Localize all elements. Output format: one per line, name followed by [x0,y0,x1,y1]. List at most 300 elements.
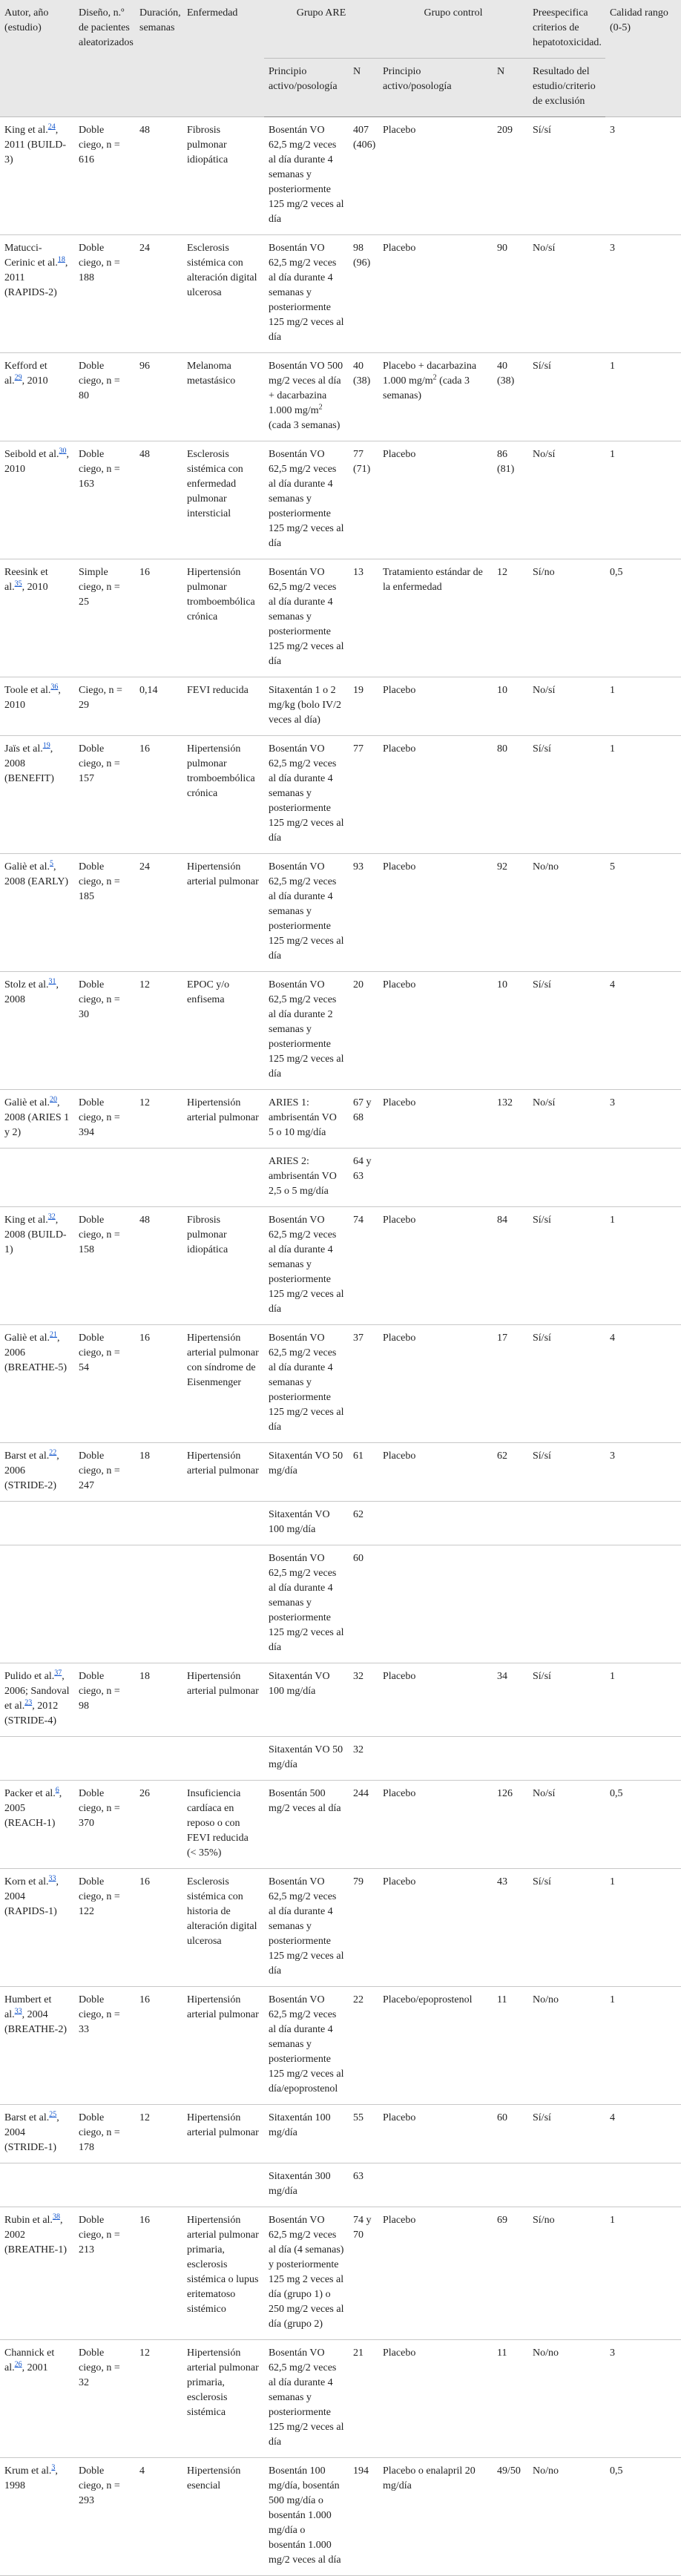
author-name: Barst et al. [4,1450,50,1462]
control-n-cell: 126 [493,1781,528,1869]
empty-cell [378,1149,493,1207]
quality-cell: 1 [605,1207,681,1325]
prespec-cell: No/sí [528,1090,605,1149]
empty-cell [528,2163,605,2207]
empty-cell [135,2163,182,2207]
are-principle-cell: Sitaxentán VO 100 mg/día [264,1502,349,1545]
duration-cell: 12 [135,1090,182,1149]
control-n-cell: 80 [493,736,528,854]
duration-cell: 96 [135,353,182,441]
design-cell: Doble ciego, n = 30 [74,972,135,1090]
author-name: Reesink et al. [4,567,48,593]
reference-link[interactable]: 33 [14,2007,22,2016]
superscript: 2 [432,373,437,382]
empty-cell [182,2163,264,2207]
quality-cell: 1 [605,1987,681,2105]
control-text: Placebo [383,1788,416,1799]
reference-link[interactable]: 30 [59,447,67,456]
reference-link[interactable]: 38 [52,2212,60,2221]
empty-cell [74,2163,135,2207]
control-text: Placebo [383,449,416,460]
prespec-cell: Sí/sí [528,1443,605,1502]
are-text: Sitaxentán 1 o 2 mg/kg (bolo IV/2 veces al día) [269,685,341,726]
are-principle-cell [264,1090,349,1149]
empty-cell [135,1149,182,1207]
author-cell [0,1781,74,1869]
are-text: Bosentán VO 62,5 mg/2 veces al día durante 4 semanas y posteriormente 125 mg/2 veces al día [269,567,344,667]
duration-cell: 24 [135,854,182,972]
prespec-cell: No/no [528,1987,605,2105]
reference-link[interactable]: 22 [49,1448,57,1457]
are-principle-cell [264,1325,349,1443]
design-cell: Doble ciego, n = 98 [74,1663,135,1737]
duration-cell: 12 [135,2105,182,2163]
prespec-cell: Sí/sí [528,2105,605,2163]
are-text-tail: (cada 3 semanas) [269,420,340,431]
are-principle-cell: ARIES 2: ambrisentán VO 2,5 o 5 mg/día [264,1149,349,1207]
author-cell [0,117,74,235]
duration-cell: 48 [135,117,182,235]
empty-cell [493,2163,528,2207]
table-row [0,2105,681,2163]
table-row [0,235,681,353]
reference-link[interactable]: 21 [50,1330,58,1339]
control-principle-cell [378,2458,493,2576]
author-name: Stolz et al. [4,979,49,990]
reference-link[interactable]: 29 [14,373,22,382]
are-principle-cell [264,1207,349,1325]
author-cell [0,1090,74,1149]
design-cell: Doble ciego, n = 158 [74,1207,135,1325]
author-year: , 2004 (RAPIDS-1) [4,1876,59,1917]
are-n-cell: 32 [349,1737,378,1781]
control-text: Placebo + dacarbazina 1.000 mg/m [383,361,477,387]
are-principle-cell [264,235,349,353]
are-principle-cell [264,972,349,1090]
prespec-cell: Sí/no [528,2207,605,2340]
are-text: ARIES 1: ambrisentán VO 5 o 10 mg/día [269,1097,337,1138]
reference-link[interactable]: 26 [14,2360,22,2369]
are-n-cell: 77 (71) [349,441,378,559]
reference-link[interactable]: 18 [57,255,65,264]
duration-cell: 18 [135,1443,182,1502]
control-principle-cell [378,353,493,441]
table-row [0,559,681,677]
design-cell: Doble ciego, n = 33 [74,1987,135,2105]
empty-cell [378,1502,493,1545]
are-n-cell: 37 [349,1325,378,1443]
header-disease: Enfermedad [182,0,264,117]
control-n-cell: 40 (38) [493,353,528,441]
quality-cell: 4 [605,972,681,1090]
design-cell: Doble ciego, n = 32 [74,2340,135,2458]
design-cell: Ciego, n = 29 [74,677,135,736]
reference-link[interactable]: 20 [50,1095,58,1104]
author-year: , 2004 (BREATHE-2) [4,2009,67,2035]
author-cell [0,1869,74,1987]
disease-cell: Hipertensión arterial pulmonar [182,1443,264,1502]
author-year: , 2006; Sandoval et al. [4,1671,70,1712]
prespec-cell: No/no [528,2458,605,2576]
are-principle-cell [264,1987,349,2105]
are-n-cell: 93 [349,854,378,972]
are-text: Sitaxentán VO 50 mg/día [269,1450,343,1476]
control-principle-cell [378,2207,493,2340]
author-year: , 2011 (RAPIDS-2) [4,257,68,298]
are-n-cell: 55 [349,2105,378,2163]
are-principle-cell [264,736,349,854]
author-cell [0,1443,74,1502]
disease-cell: Hipertensión arterial pulmonar [182,854,264,972]
table-body [0,117,681,2576]
reference-link[interactable]: 5 [50,859,54,868]
disease-cell: Hipertensión pulmonar tromboembólica crónica [182,736,264,854]
duration-cell: 24 [135,235,182,353]
are-n-cell: 244 [349,1781,378,1869]
are-principle-cell [264,1869,349,1987]
table-row [0,441,681,559]
are-text: Bosentán VO 62,5 mg/2 veces al día durante 4 semanas y posteriormente 125 mg/2 veces al día [269,861,344,962]
author-year: , 2010 [4,685,61,711]
are-n-cell: 21 [349,2340,378,2458]
empty-cell [135,1502,182,1545]
reference-link[interactable]: 23 [24,1698,33,1707]
author-year: , 2011 (BUILD-3) [4,125,67,165]
design-cell: Doble ciego, n = 178 [74,2105,135,2163]
header-design: Diseño, n.º de pacientes aleatorizados [74,0,135,117]
are-text: Bosentán VO 62,5 mg/2 veces al día durante 4 semanas y posteriormente 125 mg/2 veces al día [269,1215,344,1315]
disease-cell: Esclerosis sistémica con historia de alteración digital ulcerosa [182,1869,264,1987]
control-principle-cell [378,1781,493,1869]
control-n-cell: 10 [493,972,528,1090]
author-year: , 2005 (REACH-1) [4,1788,62,1829]
reference-link[interactable]: 3 [51,2463,56,2472]
reference-link[interactable]: 32 [47,1212,56,1221]
control-principle-cell [378,1987,493,2105]
prespec-cell: Sí/sí [528,1207,605,1325]
author-cell [0,353,74,441]
prespec-cell: Sí/sí [528,117,605,235]
empty-cell [528,1502,605,1545]
control-principle-cell [378,972,493,1090]
table-row [0,1663,681,1737]
author-name: Packer et al. [4,1788,56,1799]
control-text: Placebo [383,2347,416,2359]
prespec-cell: Sí/sí [528,972,605,1090]
duration-cell: 16 [135,2207,182,2340]
author-cell [0,2458,74,2576]
prespec-cell: Sí/no [528,559,605,677]
table-row [0,854,681,972]
control-text: Tratamiento estándar de la enfermedad [383,567,483,593]
table-row-continuation [0,1149,681,1207]
author-name: Galiè et al. [4,1333,50,1344]
control-text: Placebo [383,1215,416,1226]
author-cell [0,1663,74,1737]
control-n-cell: 17 [493,1325,528,1443]
are-principle-cell: Bosentán VO 62,5 mg/2 veces al día durante 4 semanas y posteriormente 125 mg/2 veces al día [264,1545,349,1663]
header-result-exclusion: Resultado del estudio/criterio de exclusión [528,59,605,117]
superscript: 2 [318,403,323,412]
author-cell [0,1325,74,1443]
are-n-cell: 63 [349,2163,378,2207]
are-n-cell: 19 [349,677,378,736]
author-cell [0,559,74,677]
control-text: Placebo [383,243,416,254]
are-n-cell: 74 y 70 [349,2207,378,2340]
control-principle-cell [378,1869,493,1987]
reference-link[interactable]: 36 [50,683,59,691]
reference-link[interactable]: 31 [48,977,56,986]
author-year: , 2008 [4,979,59,1005]
control-n-cell: 12 [493,559,528,677]
control-n-cell: 209 [493,117,528,235]
reference-link[interactable]: 37 [54,1669,62,1678]
control-principle-cell [378,1325,493,1443]
prespec-cell: No/sí [528,441,605,559]
empty-cell [74,1149,135,1207]
are-n-cell: 40 (38) [349,353,378,441]
are-n-cell: 61 [349,1443,378,1502]
disease-cell: Hipertensión arterial pulmonar primaria, esclerosis sistémica [182,2340,264,2458]
are-principle-cell [264,2207,349,2340]
empty-cell [528,1545,605,1663]
author-year: , 1998 [4,2465,58,2491]
reference-link[interactable]: 6 [55,1786,59,1795]
control-text: Placebo o enalapril 20 mg/día [383,2465,476,2491]
table-row [0,353,681,441]
disease-cell: FEVI reducida [182,677,264,736]
design-cell: Doble ciego, n = 616 [74,117,135,235]
table-row [0,736,681,854]
quality-cell: 3 [605,2340,681,2458]
author-name: Seibold et al. [4,449,59,460]
table-row [0,2340,681,2458]
duration-cell: 16 [135,1987,182,2105]
duration-cell: 48 [135,1207,182,1325]
header-duration: Duración, semanas [135,0,182,117]
are-text: Bosentán 100 mg/día, bosentán 500 mg/día o bosentán 1.000 mg/día o bosentán 1.000 mg/2 veces al día [269,2465,341,2566]
are-n-cell: 20 [349,972,378,1090]
duration-cell: 18 [135,1663,182,1737]
prespec-cell: Sí/sí [528,1663,605,1737]
control-principle-cell [378,117,493,235]
header-quality: Calidad rango (0-5) [605,0,681,117]
prespec-cell: Sí/sí [528,736,605,854]
are-principle-cell [264,2105,349,2163]
control-text: Placebo [383,125,416,136]
reference-link[interactable]: 25 [49,2110,57,2119]
are-n-cell: 74 [349,1207,378,1325]
empty-cell [493,1502,528,1545]
are-text: Bosentán VO 62,5 mg/2 veces al día durante 4 semanas y posteriormente 125 mg/2 veces al día [269,243,344,343]
prespec-cell: No/no [528,2340,605,2458]
control-n-cell: 60 [493,2105,528,2163]
empty-cell [0,1737,74,1781]
header-author: Autor, año (estudio) [0,0,74,117]
duration-cell: 16 [135,1325,182,1443]
header-are-principle: Principio activo/posología [264,59,349,117]
author-cell [0,1987,74,2105]
reference-link[interactable]: 33 [48,1874,56,1883]
empty-cell [182,1502,264,1545]
control-n-cell: 90 [493,235,528,353]
author-name: Matucci-Cerinic et al. [4,243,58,269]
control-principle-cell [378,854,493,972]
author-year: , 2012 (STRIDE-4) [4,1701,59,1726]
control-principle-cell [378,1663,493,1737]
are-text: Bosentán VO 62,5 mg/2 veces al día durante 2 semanas y posteriormente 125 mg/2 veces al día [269,979,344,1080]
table-row [0,117,681,235]
empty-cell [0,2163,74,2207]
header-are-group: Grupo ARE [264,0,378,59]
quality-cell: 5 [605,854,681,972]
disease-cell: Hipertensión arterial pulmonar [182,1663,264,1737]
disease-cell: Hipertensión arterial pulmonar [182,1090,264,1149]
are-n-cell: 13 [349,559,378,677]
control-principle-cell [378,1090,493,1149]
author-name: Galiè et al. [4,1097,50,1108]
author-year: , 2008 (EARLY) [4,861,69,887]
quality-cell: 1 [605,1869,681,1987]
control-n-cell: 132 [493,1090,528,1149]
empty-cell [0,1502,74,1545]
are-text: Bosentán VO 62,5 mg/2 veces al día (4 semanas) y posteriormente 125 mg 2 veces al día (grupo 1) o 250 mg/2 veces al día (grupo 2) [269,2215,344,2330]
control-text: Placebo [383,1876,416,1887]
author-name: Toole et al. [4,685,51,696]
author-name: King et al. [4,125,48,136]
control-text: Placebo [383,1333,416,1344]
empty-cell [605,1545,681,1663]
table-row [0,1090,681,1149]
disease-cell: Hipertensión arterial pulmonar primaria, esclerosis sistémica o lupus eritematoso sistémico [182,2207,264,2340]
empty-cell [0,1545,74,1663]
empty-cell [0,1149,74,1207]
are-text: Bosentán VO 62,5 mg/2 veces al día durante 4 semanas y posteriormente 125 mg/2 veces al día [269,2347,344,2448]
are-n-cell: 77 [349,736,378,854]
are-n-cell: 64 y 63 [349,1149,378,1207]
author-cell [0,1207,74,1325]
disease-cell: EPOC y/o enfisema [182,972,264,1090]
empty-cell [182,1149,264,1207]
table-row [0,2207,681,2340]
author-cell [0,677,74,736]
are-principle-cell [264,559,349,677]
control-n-cell: 84 [493,1207,528,1325]
author-year: , 2008 (ARIES 1 y 2) [4,1097,70,1138]
design-cell: Doble ciego, n = 54 [74,1325,135,1443]
table-row [0,1325,681,1443]
author-name: Channick et al. [4,2347,55,2373]
reference-link[interactable]: 35 [14,579,22,588]
author-name: King et al. [4,1215,48,1226]
are-text: Bosentán VO 62,5 mg/2 veces al día durante 4 semanas y posteriormente 125 mg/2 veces al día/epoprostenol [269,1994,344,2094]
author-name: Krum et al. [4,2465,52,2477]
author-name: Humbert et al. [4,1994,52,2020]
design-cell: Doble ciego, n = 157 [74,736,135,854]
are-text: Bosentán VO 62,5 mg/2 veces al día durante 4 semanas y posteriormente 125 mg/2 veces al día [269,1876,344,1977]
empty-cell [605,1737,681,1781]
author-year: , 2008 (BUILD-1) [4,1215,67,1255]
disease-cell: Hipertensión pulmonar tromboembólica crónica [182,559,264,677]
design-cell: Doble ciego, n = 247 [74,1443,135,1502]
quality-cell: 0,5 [605,1781,681,1869]
are-n-cell: 67 y 68 [349,1090,378,1149]
design-cell: Doble ciego, n = 394 [74,1090,135,1149]
control-n-cell: 69 [493,2207,528,2340]
author-year: , 2004 (STRIDE-1) [4,2112,59,2153]
are-principle-cell [264,2340,349,2458]
author-name: Pulido et al. [4,1671,55,1682]
header-are-n: N [349,59,378,117]
prespec-cell: No/no [528,854,605,972]
quality-cell: 3 [605,1443,681,1502]
duration-cell: 0,14 [135,677,182,736]
author-cell [0,2105,74,2163]
are-n-cell: 60 [349,1545,378,1663]
are-principle-cell [264,117,349,235]
author-year: , 2010 [4,449,69,475]
empty-cell [182,1545,264,1663]
table-row [0,1987,681,2105]
table-row [0,677,681,736]
control-principle-cell [378,1443,493,1502]
control-text: Placebo [383,2215,416,2226]
empty-cell [74,1545,135,1663]
are-principle-cell [264,353,349,441]
empty-cell [493,1737,528,1781]
disease-cell: Esclerosis sistémica con alteración digital ulcerosa [182,235,264,353]
quality-cell: 1 [605,1663,681,1737]
control-principle-cell [378,736,493,854]
author-name: Kefford et al. [4,361,47,387]
author-year: , 2001 [22,2362,48,2373]
control-n-cell: 49/50 [493,2458,528,2576]
are-n-cell: 79 [349,1869,378,1987]
empty-cell [135,1737,182,1781]
prespec-cell: No/sí [528,1781,605,1869]
reference-link[interactable]: 19 [42,741,50,750]
table-row [0,1781,681,1869]
are-text: Bosentán 500 mg/2 veces al día [269,1788,341,1814]
control-text-tail: (cada 3 semanas) [383,375,470,401]
author-year: , 2002 (BREATHE-1) [4,2215,67,2255]
control-principle-cell [378,2340,493,2458]
quality-cell: 1 [605,353,681,441]
disease-cell: Hipertensión esencial [182,2458,264,2576]
are-text: Bosentán VO 62,5 mg/2 veces al día durante 4 semanas y posteriormente 125 mg/2 veces al día [269,1333,344,1433]
quality-cell: 3 [605,235,681,353]
quality-cell: 1 [605,677,681,736]
author-year: , 2010 [22,375,48,387]
quality-cell: 4 [605,2105,681,2163]
empty-cell [605,1149,681,1207]
header-control-group: Grupo control [378,0,528,59]
control-text: Placebo [383,979,416,990]
author-year: , 2008 (BENEFIT) [4,743,54,784]
author-name: Rubin et al. [4,2215,53,2226]
control-n-cell: 62 [493,1443,528,1502]
header-prespec: Preespecifica criterios de hepatotoxicidad. [528,0,605,59]
control-text: Placebo [383,861,416,873]
empty-cell [378,1737,493,1781]
reference-link[interactable]: 24 [47,122,56,131]
author-cell [0,2340,74,2458]
table-row-continuation [0,1502,681,1545]
duration-cell: 12 [135,2340,182,2458]
author-year: , 2010 [22,582,48,593]
empty-cell [605,2163,681,2207]
